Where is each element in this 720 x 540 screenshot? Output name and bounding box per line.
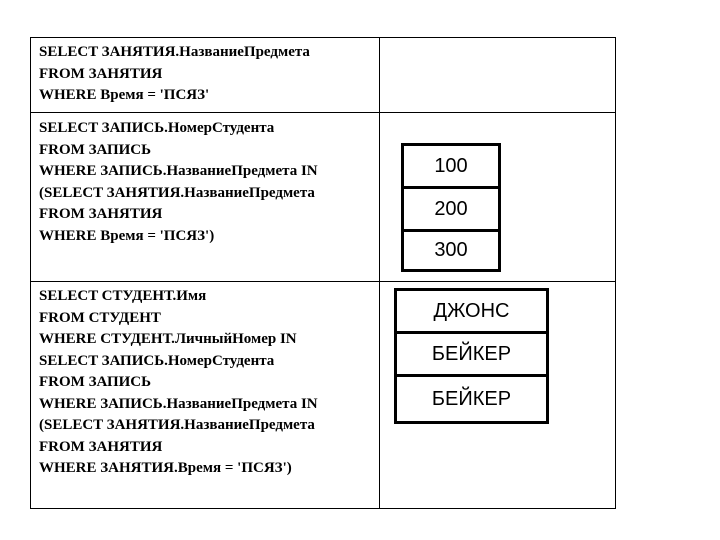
query-cell-2 bbox=[31, 113, 379, 281]
result-value: БЕЙКЕР bbox=[431, 342, 512, 365]
result-table-student-numbers bbox=[401, 143, 501, 272]
sql-query-3: SELECT СТУДЕНТ.Имя FROM СТУДЕНТ WHERE СТУДЕНТ.ЛичныйНомер IN SELECT ЗАПИСЬ.НомерСтудента FROM ЗАПИСЬ WHERE ЗАПИСЬ.НазваниеПредмета IN (SELECT ЗАНЯТИЯ.НазваниеПредмета FROM ЗАНЯТИЯ WHERE ЗАНЯТИЯ.Время = 'ПСЯЗ') bbox=[39, 288, 318, 476]
result-value: 200 bbox=[434, 197, 468, 220]
query-table bbox=[30, 37, 616, 509]
result-value: 300 bbox=[434, 239, 468, 261]
result-cell-2 bbox=[380, 113, 615, 281]
result-value: ДЖОНС bbox=[433, 299, 510, 322]
result-value: 100 bbox=[434, 154, 468, 177]
result-table-student-names bbox=[394, 288, 549, 424]
sql-query-2: SELECT ЗАПИСЬ.НомерСтудента FROM ЗАПИСЬ WHERE ЗАПИСЬ.НазваниеПредмета IN (SELECT ЗАНЯТИЯ.НазваниеПредмета FROM ЗАНЯТИЯ WHERE Время = 'ПСЯЗ') bbox=[39, 120, 318, 244]
result-cell-3 bbox=[380, 282, 615, 508]
result-cell-1 bbox=[380, 38, 615, 112]
query-cell-3 bbox=[31, 282, 379, 508]
query-cell-1 bbox=[31, 38, 379, 112]
sql-query-1: SELECT ЗАНЯТИЯ.НазваниеПредмета FROM ЗАНЯТИЯ WHERE Время = 'ПСЯЗ' bbox=[39, 44, 310, 103]
result-value: БЕЙКЕР bbox=[431, 387, 512, 410]
